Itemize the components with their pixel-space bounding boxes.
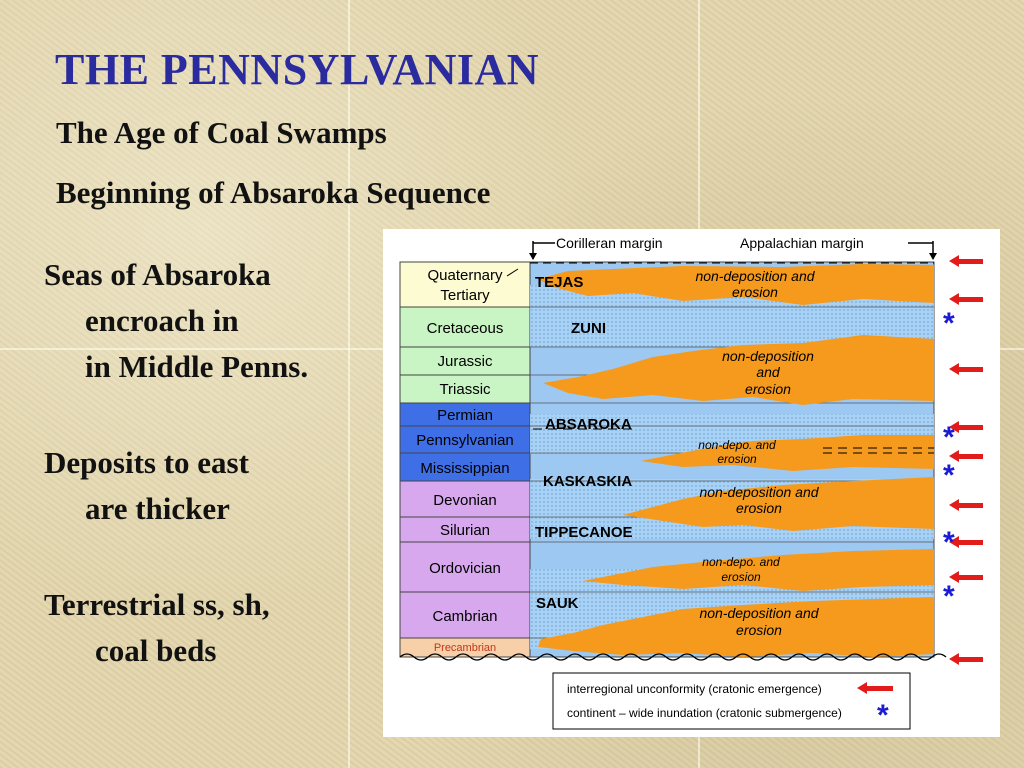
period-tertiary: Tertiary (440, 287, 490, 304)
period-permian: Permian (437, 407, 493, 424)
sequence-absaroka: ABSAROKA (545, 416, 632, 433)
gap6-line1: non-deposition and (699, 605, 819, 621)
period-precambrian: Precambrian (433, 642, 497, 654)
red-arrow (949, 363, 983, 375)
red-arrow (949, 293, 983, 305)
star-icon: * (943, 580, 955, 613)
legend-star-icon: * (877, 699, 889, 732)
slide-subtitle-2: Beginning of Absaroka Sequence (56, 175, 491, 210)
period-triassic: Triassic (439, 381, 491, 398)
red-arrow (949, 499, 983, 511)
bullet-1-line-1: Seas of Absaroka (44, 257, 271, 292)
legend-inundation-label: continent – wide inundation (cratonic submergence) (567, 706, 842, 720)
period-cretaceous: Cretaceous (426, 320, 504, 337)
red-arrow (949, 653, 983, 665)
appalachian-margin-label: Appalachian margin (740, 235, 864, 251)
bullet-list (44, 252, 308, 674)
bullet-2-line-1: Deposits to east (44, 445, 249, 480)
submergence-stars (943, 307, 955, 613)
gap3-line2: erosion (717, 452, 757, 466)
gap2-line3: erosion (745, 381, 791, 397)
gap5-line1: non-depo. and (702, 555, 780, 569)
gap4-line2: erosion (736, 500, 782, 516)
star-icon: * (943, 421, 955, 454)
gap2-line2: and (756, 364, 780, 380)
period-mississippian: Mississippian (420, 460, 510, 477)
gap4-line1: non-deposition and (699, 484, 819, 500)
diagram-legend (553, 673, 910, 732)
bullet-3-line-2: coal beds (95, 633, 217, 668)
sequence-zuni: ZUNI (571, 320, 606, 337)
margin-header (529, 235, 937, 260)
slide-subtitle-1: The Age of Coal Swamps (56, 115, 387, 150)
bullet-1-line-2: encroach in (85, 303, 239, 338)
red-arrow (949, 255, 983, 267)
period-quaternary: Quaternary (427, 267, 503, 284)
sequence-sauk: SAUK (536, 595, 579, 612)
sequence-diagram (383, 229, 1000, 737)
period-ordovician: Ordovician (429, 560, 501, 577)
cordilleran-margin-label: Corilleran margin (556, 235, 663, 251)
sequence-diagram-panel (383, 229, 1000, 737)
sequence-tejas: TEJAS (535, 274, 584, 291)
gap3-line1: non-depo. and (698, 438, 776, 452)
gap1-line2: erosion (732, 284, 778, 300)
period-jurassic: Jurassic (437, 353, 493, 370)
star-icon: * (943, 459, 955, 492)
period-cambrian: Cambrian (432, 608, 498, 625)
star-icon: * (943, 307, 955, 340)
gap5-line2: erosion (721, 570, 761, 584)
period-silurian: Silurian (439, 522, 491, 539)
period-pennsylvanian: Pennsylvanian (416, 432, 514, 449)
sequence-tippecanoe: TIPPECANOE (535, 524, 633, 541)
bullet-1-line-3: in Middle Penns. (85, 349, 309, 384)
slide-title: THE PENNSYLVANIAN (55, 45, 540, 94)
gap1-line1: non-deposition and (695, 268, 815, 284)
bullet-2-line-2: are thicker (85, 491, 230, 526)
bullet-3-line-1: Terrestrial ss, sh, (44, 587, 270, 622)
legend-unconformity-label: interregional unconformity (cratonic emergence) (567, 682, 822, 696)
period-column (400, 262, 530, 657)
gap2-line1: non-deposition (722, 348, 814, 364)
period-devonian: Devonian (433, 492, 497, 509)
star-icon: * (943, 526, 955, 559)
gap6-line2: erosion (736, 622, 782, 638)
sequence-kaskaskia: KASKASKIA (543, 473, 633, 490)
